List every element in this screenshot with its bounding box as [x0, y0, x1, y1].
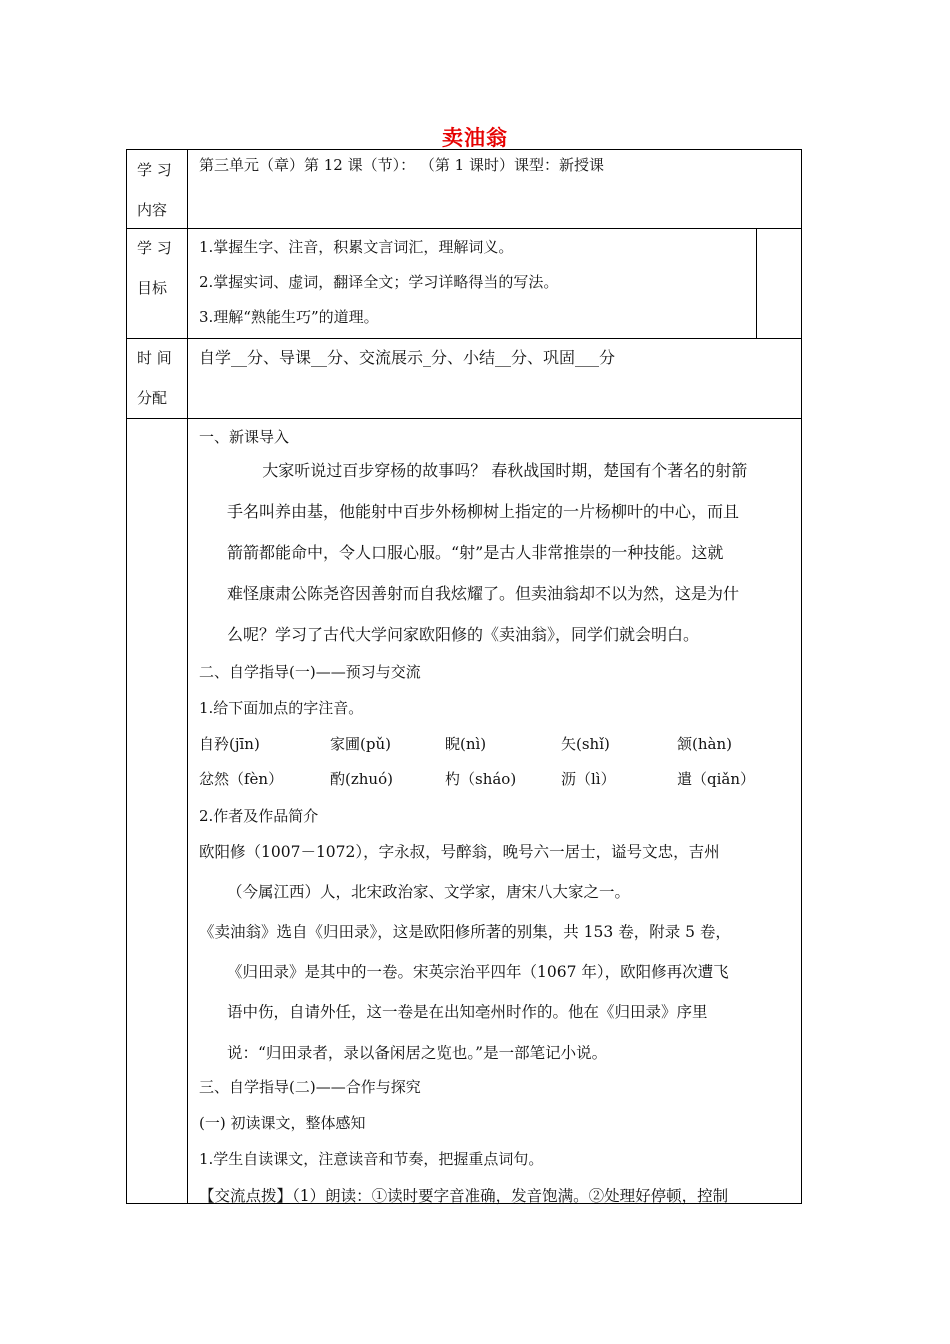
content-text: 第三单元（章）第 12 课（节）： （第 1 课时）课型：新授课	[199, 156, 604, 174]
intro-line: 么呢？学习了古代大学问家欧阳修的《卖油翁》，同学们就会明白。	[227, 625, 700, 644]
row-divider	[127, 338, 801, 339]
pinyin-item: 酌(zhuó)	[330, 770, 393, 788]
goals-side-divider	[756, 228, 757, 338]
content-label: 学 习 内容	[137, 161, 172, 219]
intro-paragraph	[227, 450, 797, 655]
page-title: 卖油翁	[442, 126, 508, 150]
section-heading: 二、自学指导(一)——预习与交流	[199, 663, 421, 681]
goal-item: 3.理解“熟能生巧”的道理。	[199, 308, 379, 326]
row-divider	[127, 228, 801, 229]
pinyin-item: 忿然（fèn）	[199, 770, 284, 788]
section-heading: 一、新课导入	[199, 428, 290, 446]
section-heading: 三、自学指导(二)——合作与探究	[199, 1078, 421, 1096]
author-text: 欧阳修（1007－1072），字永叔，号醉翁，晚号六一居士，谥号文忠，吉州	[199, 843, 720, 861]
subsection-heading: (一) 初读课文，整体感知	[199, 1114, 366, 1132]
pinyin-item: 家圃(pǔ)	[330, 735, 391, 753]
intro-line: 手名叫养由基，他能射中百步外杨柳树上指定的一片杨柳叶的中心，而且	[227, 502, 740, 521]
task-text: 2.作者及作品简介	[199, 807, 319, 825]
pinyin-item: 遣（qiǎn）	[677, 770, 756, 788]
intro-line: 大家听说过百步穿杨的故事吗？ 春秋战国时期，楚国有个著名的射箭	[262, 461, 748, 480]
goal-item: 1.掌握生字、注音，积累文言词汇，理解词义。	[199, 238, 514, 256]
pinyin-item: 自矜(jīn)	[199, 735, 260, 753]
work-text: 语中伤，自请外任，这一卷是在出知亳州时作的。他在《归田录》序里	[227, 1003, 708, 1021]
task-text: 1.给下面加点的字注音。	[199, 699, 364, 717]
intro-line: 难怪康肃公陈尧咨因善射而自我炫耀了。但卖油翁却不以为然，这是为什	[227, 584, 740, 603]
row-divider	[127, 418, 801, 419]
pinyin-item: 矢(shǐ)	[561, 735, 610, 753]
work-text: 《归田录》是其中的一卷。宋英宗治平四年（1067 年），欧阳修再次遭飞	[227, 963, 729, 981]
task-text: 1.学生自读课文，注意读音和节奏，把握重点词句。	[199, 1150, 544, 1168]
pinyin-item: 睨(nì)	[445, 735, 487, 753]
exchange-text: 【交流点拨】（1）朗读：①读时要字音准确，发音饱满。②处理好停顿，控制	[199, 1187, 729, 1205]
label-column-divider	[187, 150, 188, 1204]
goals-label: 学 习 目标	[137, 239, 172, 297]
time-label: 时 间 分配	[137, 349, 172, 407]
pinyin-item: 颔(hàn)	[677, 735, 732, 753]
time-text: 自学__分、导课__分、交流展示_分、小结__分、巩固___分	[199, 348, 616, 367]
lesson-table	[126, 149, 802, 1204]
work-text: 说：“归田录者，录以备闲居之览也。”是一部笔记小说。	[227, 1044, 608, 1062]
pinyin-item: 杓（sháo)	[445, 770, 517, 788]
author-text: （今属江西）人，北宋政治家、文学家，唐宋八大家之一。	[227, 883, 631, 901]
pinyin-item: 沥（lì）	[561, 770, 616, 788]
work-text: 《卖油翁》选自《归田录》，这是欧阳修所著的别集，共 153 卷，附录 5 卷，	[199, 923, 731, 941]
goal-item: 2.掌握实词、虚词，翻译全文；学习详略得当的写法。	[199, 273, 559, 291]
intro-line: 箭箭都能命中，令人口服心服。“射”是古人非常推崇的一种技能。这就	[227, 543, 724, 562]
